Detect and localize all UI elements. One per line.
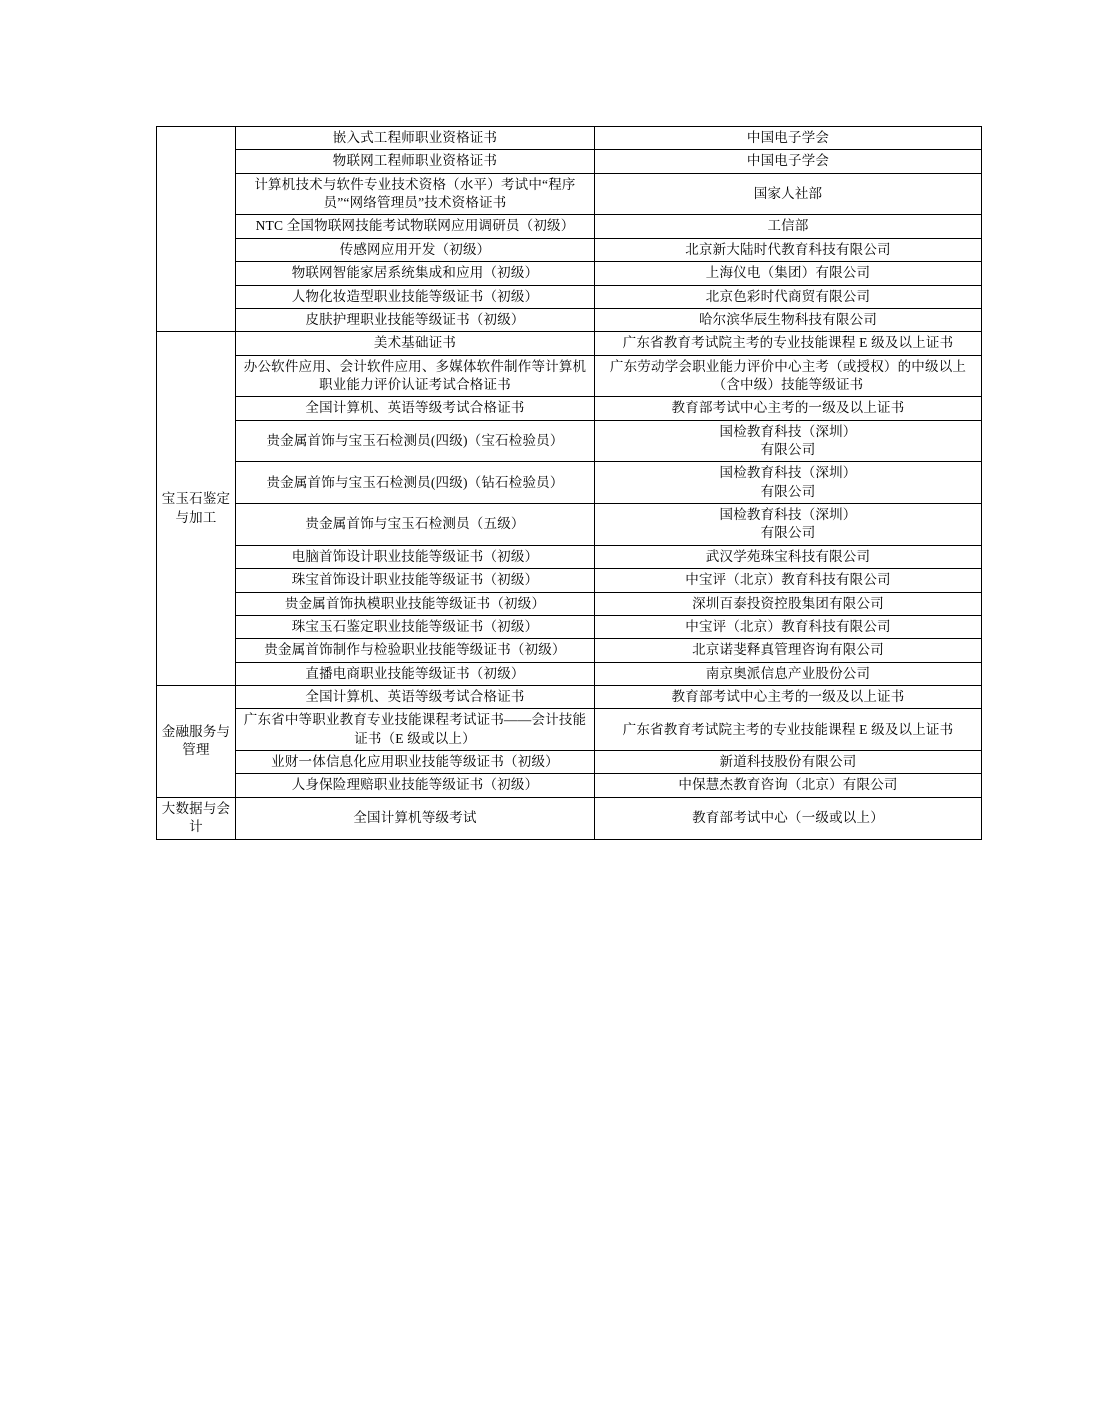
issuing-organization-cell: 广东省教育考试院主考的专业技能课程 E 级及以上证书 [595,709,982,751]
issuing-organization-cell: 中国电子学会 [595,127,982,150]
table-row [157,709,982,751]
table-row [157,308,982,331]
category-cell: 金融服务与管理 [157,685,236,797]
issuing-organization-cell: 国检教育科技（深圳） 有限公司 [595,462,982,504]
certificate-name-cell: 嵌入式工程师职业资格证书 [236,127,595,150]
issuing-organization-cell: 北京诺斐释真管理咨询有限公司 [595,639,982,662]
certificate-name-cell: 贵金属首饰制作与检验职业技能等级证书（初级） [236,639,595,662]
issuing-organization-cell: 武汉学苑珠宝科技有限公司 [595,545,982,568]
table-row [157,639,982,662]
certificate-name-cell: 美术基础证书 [236,332,595,355]
certificate-name-cell: 物联网工程师职业资格证书 [236,150,595,173]
table-row [157,173,982,215]
issuing-organization-cell: 南京奥派信息产业股份公司 [595,662,982,685]
table-row [157,504,982,546]
category-cell: 大数据与会计 [157,797,236,839]
certificate-name-cell: 全国计算机等级考试 [236,797,595,839]
table-row [157,685,982,708]
certificate-name-cell: NTC 全国物联网技能考试物联网应用调研员（初级） [236,215,595,238]
table-row [157,615,982,638]
issuing-organization-cell: 上海仪电（集团）有限公司 [595,262,982,285]
table-row [157,397,982,420]
certificate-name-cell: 人物化妆造型职业技能等级证书（初级） [236,285,595,308]
certificate-name-cell: 人身保险理赔职业技能等级证书（初级） [236,774,595,797]
table-row [157,238,982,261]
issuing-organization-cell: 中宝评（北京）教育科技有限公司 [595,569,982,592]
issuing-organization-cell: 中国电子学会 [595,150,982,173]
issuing-organization-cell: 深圳百泰投资控股集团有限公司 [595,592,982,615]
certificate-name-cell: 皮肤护理职业技能等级证书（初级） [236,308,595,331]
certificate-name-cell: 广东省中等职业教育专业技能课程考试证书——会计技能证书（E 级或以上） [236,709,595,751]
certificate-name-cell: 电脑首饰设计职业技能等级证书（初级） [236,545,595,568]
table-row [157,569,982,592]
certificate-name-cell: 全国计算机、英语等级考试合格证书 [236,397,595,420]
table-row [157,797,982,839]
certificate-name-cell: 传感网应用开发（初级） [236,238,595,261]
issuing-organization-cell: 教育部考试中心主考的一级及以上证书 [595,397,982,420]
issuing-organization-cell: 国家人社部 [595,173,982,215]
certificate-name-cell: 办公软件应用、会计软件应用、多媒体软件制作等计算机职业能力评价认证考试合格证书 [236,355,595,397]
issuing-organization-cell: 北京色彩时代商贸有限公司 [595,285,982,308]
category-cell [157,127,236,332]
issuing-organization-cell: 哈尔滨华辰生物科技有限公司 [595,308,982,331]
table-row [157,662,982,685]
certificate-name-cell: 珠宝玉石鉴定职业技能等级证书（初级） [236,615,595,638]
issuing-organization-cell: 中宝评（北京）教育科技有限公司 [595,615,982,638]
issuing-organization-cell: 北京新大陆时代教育科技有限公司 [595,238,982,261]
table-row [157,462,982,504]
table-row [157,420,982,462]
table-row [157,545,982,568]
issuing-organization-cell: 中保慧杰教育咨询（北京）有限公司 [595,774,982,797]
certificate-name-cell: 全国计算机、英语等级考试合格证书 [236,685,595,708]
certificate-name-cell: 计算机技术与软件专业技术资格（水平）考试中“程序员”“网络管理员”技术资格证书 [236,173,595,215]
certificate-name-cell: 业财一体信息化应用职业技能等级证书（初级） [236,751,595,774]
issuing-organization-cell: 新道科技股份有限公司 [595,751,982,774]
issuing-organization-cell: 广东省教育考试院主考的专业技能课程 E 级及以上证书 [595,332,982,355]
category-cell: 宝玉石鉴定与加工 [157,332,236,686]
issuing-organization-cell: 教育部考试中心主考的一级及以上证书 [595,685,982,708]
issuing-organization-cell: 工信部 [595,215,982,238]
table-row [157,751,982,774]
table-row [157,150,982,173]
issuing-organization-cell: 广东劳动学会职业能力评价中心主考（或授权）的中级以上（含中级）技能等级证书 [595,355,982,397]
certificate-name-cell: 贵金属首饰与宝玉石检测员(四级)（宝石检验员） [236,420,595,462]
certificate-name-cell: 物联网智能家居系统集成和应用（初级） [236,262,595,285]
table-row [157,355,982,397]
table-row [157,592,982,615]
certificate-name-cell: 贵金属首饰与宝玉石检测员（五级） [236,504,595,546]
certificate-name-cell: 贵金属首饰执模职业技能等级证书（初级） [236,592,595,615]
issuing-organization-cell: 国检教育科技（深圳） 有限公司 [595,420,982,462]
certificate-name-cell: 珠宝首饰设计职业技能等级证书（初级） [236,569,595,592]
table-row [157,262,982,285]
table-row [157,215,982,238]
issuing-organization-cell: 国检教育科技（深圳） 有限公司 [595,504,982,546]
certificate-name-cell: 贵金属首饰与宝玉石检测员(四级)（钻石检验员） [236,462,595,504]
certificate-name-cell: 直播电商职业技能等级证书（初级） [236,662,595,685]
table-row [157,332,982,355]
issuing-organization-cell: 教育部考试中心（一级或以上） [595,797,982,839]
table-row [157,774,982,797]
certificate-table [156,126,982,840]
certificate-table-body [157,127,982,840]
table-row [157,127,982,150]
table-row [157,285,982,308]
